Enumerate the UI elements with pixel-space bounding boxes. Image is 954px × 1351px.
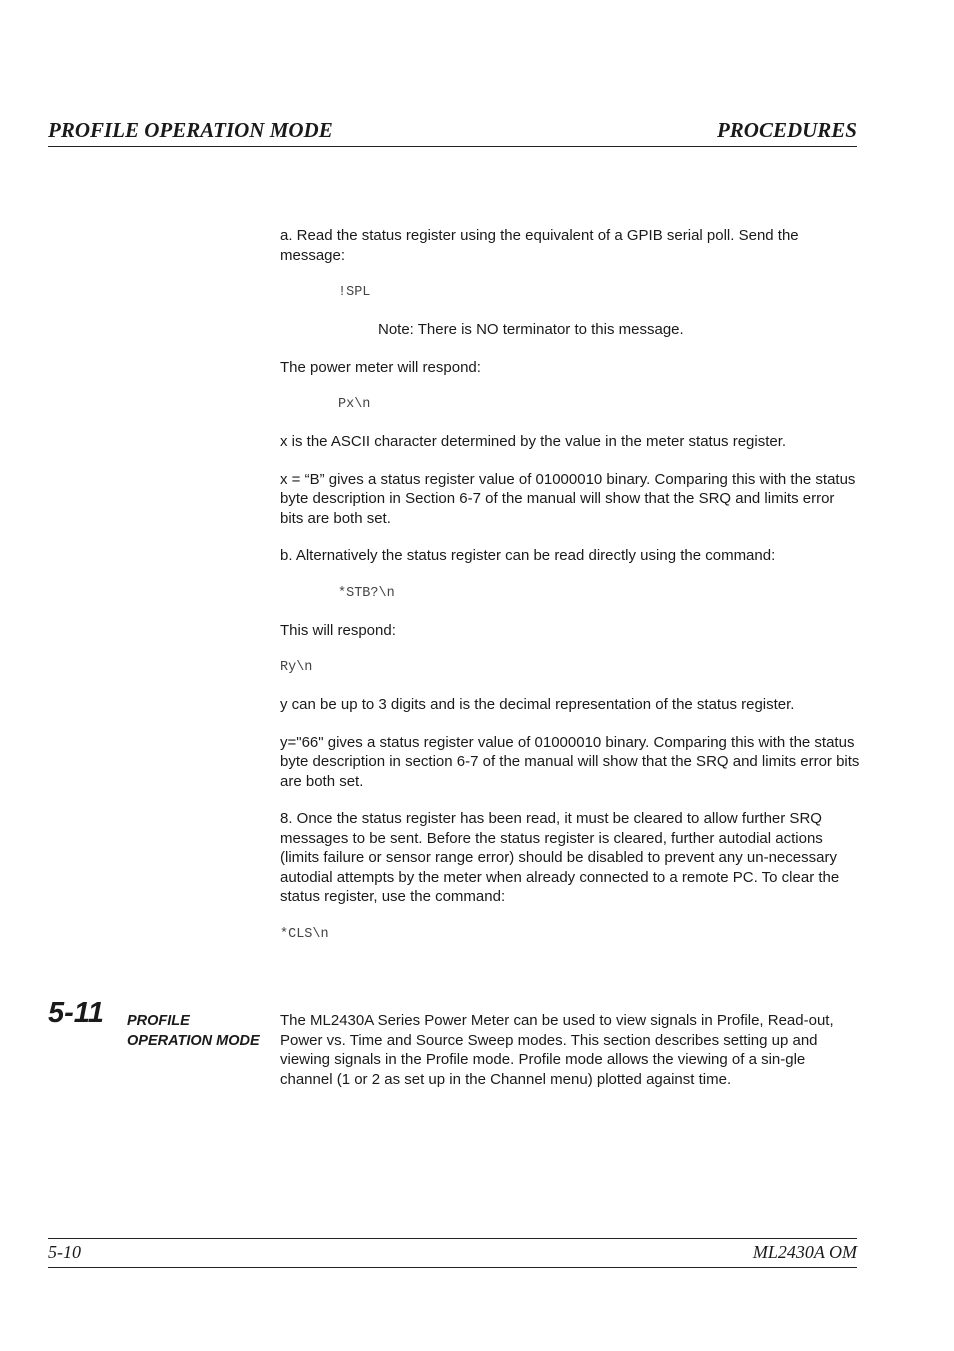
header-section-title: PROCEDURES <box>716 118 857 142</box>
section-title <box>127 1011 260 1051</box>
main-content <box>280 226 860 962</box>
section-title-line1: PROFILE <box>127 1013 190 1029</box>
page-header <box>48 116 857 147</box>
paragraph-alternative-read: b. Alternatively the status register can be read directly using the command: <box>280 547 776 564</box>
code-stb: *STB?\n <box>338 585 395 601</box>
page-number: 5-10 <box>48 1242 81 1262</box>
paragraph-y-digits: y can be up to 3 digits and is the decimal representation of the status register. <box>280 696 795 713</box>
paragraph-meter-respond: The power meter will respond: <box>280 358 481 376</box>
paragraph-will-respond: This will respond: <box>280 621 396 639</box>
code-ry: Ry\n <box>280 660 313 675</box>
section-body: The ML2430A Series Power Meter can be used to view signals in Profile, Read-out, Power vs. Time and Source Sweep modes. This section describes setting up and viewing signals in the Profile mode. Profile mode allows the viewing of a sin-gle channel (1 or 2 as set up in the Channel menu) plotted against time. <box>280 1012 834 1088</box>
code-cls: *CLS\n <box>280 926 329 942</box>
code-spl: !SPL <box>338 285 371 300</box>
section-number: 5-11 <box>48 997 104 1029</box>
paragraph-x-b-value: x = “B” gives a status register value of 01000010 binary. Comparing this with the status byte description in Section 6-7 of the manual will show that the SRQ and limits error bits are both set. <box>280 470 856 527</box>
paragraph-read-status: a. Read the status register using the equivalent of a GPIB serial poll. Send the message: <box>280 227 799 264</box>
section-title-line2: OPERATION MODE <box>127 1033 260 1049</box>
paragraph-x-ascii: x is the ASCII character determined by the value in the meter status register. <box>280 433 787 450</box>
page-footer <box>48 1238 857 1268</box>
code-px: Px\n <box>338 397 371 412</box>
paragraph-clear-status: 8. Once the status register has been read, it must be cleared to allow further SRQ messages to be sent. Before the status register is cleared, further autodial actions (limits failure or sensor range error) should be disabled to prevent any un-necessary autodial attempts by the meter when already connected to a remote PC. To clear the status register, use the command: <box>280 810 840 905</box>
header-chapter-title: PROFILE OPERATION MODE <box>48 118 333 142</box>
paragraph-y-66-value: y="66" gives a status register value of 01000010 binary. Comparing this with the status byte description in section 6-7 of the manual will show that the SRQ and limits error bits are both set. <box>280 733 860 790</box>
note-no-terminator: Note: There is NO terminator to this message. <box>378 321 684 338</box>
manual-name: ML2430A OM <box>752 1242 857 1262</box>
